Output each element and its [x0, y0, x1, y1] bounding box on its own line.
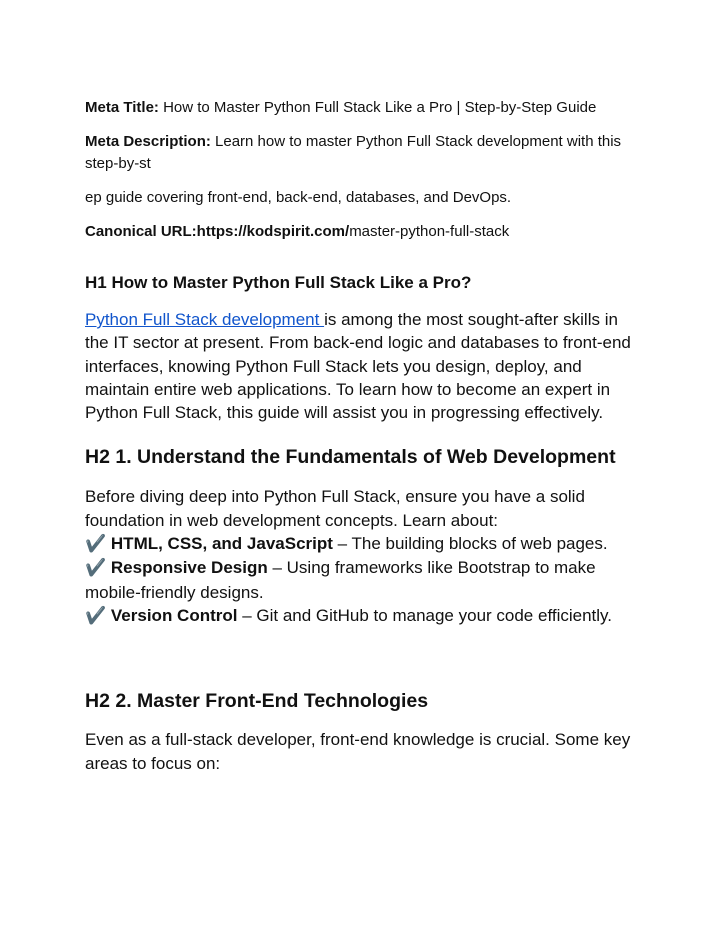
meta-title-value: How to Master Python Full Stack Like a Pro | Step-by-Step Guide	[158, 99, 597, 116]
checkmark-icon: ✔️	[85, 605, 107, 626]
meta-description-label: Meta Description:	[85, 133, 211, 150]
meta-title-label: Meta Title:	[85, 99, 159, 116]
section1-body	[85, 485, 645, 628]
python-full-stack-link[interactable]: Python Full Stack development	[85, 310, 325, 329]
intro-paragraph	[85, 308, 645, 424]
canonical-url-value: master-python-full-stack	[349, 223, 510, 240]
intro-text: is among the most sought-after skills in the IT sector at present. From back-end logic and databases to front-end interfaces, knowing Python Full Stack lets you design, deploy, and maintain entire web applications. To learn how to become an expert in Python Full Stack, this guide will assist you in progressing effectively.	[85, 310, 631, 423]
meta-title	[85, 97, 625, 119]
section2-intro: Even as a full-stack developer, front-end knowledge is crucial. Some key areas to focus on:	[85, 730, 631, 773]
section1-heading: H2 1. Understand the Fundamentals of Web Development	[85, 446, 616, 469]
canonical-url	[85, 221, 645, 243]
section1-item-text: – Git and GitHub to manage your code efficiently.	[237, 605, 613, 625]
checkmark-icon: ✔️	[85, 534, 107, 555]
meta-description	[85, 131, 625, 175]
section1-item-bold: Responsive Design	[110, 558, 268, 578]
section1-item-bold: HTML, CSS, and JavaScript	[110, 534, 333, 554]
meta-description-continuation: ep guide covering front-end, back-end, databases, and DevOps.	[85, 189, 512, 206]
document-page	[85, 97, 645, 775]
section1-intro: Before diving deep into Python Full Stack, ensure you have a solid foundation in web development concepts. Learn about:	[85, 487, 585, 530]
section1-item-bold: Version Control	[110, 605, 238, 625]
section1-item-text: – The building blocks of web pages.	[332, 534, 608, 554]
section1-item-text: – Using frameworks like Bootstrap to make mobile-friendly designs.	[85, 558, 596, 602]
canonical-url-label: Canonical URL:https://kodspirit.com/	[85, 223, 350, 240]
checkmark-icon: ✔️	[85, 558, 107, 579]
section2-heading: H2 2. Master Front-End Technologies	[85, 690, 429, 713]
meta-description-value: Learn how to master Python Full Stack development with this step-by-st	[85, 133, 622, 172]
h1-heading: H1 How to Master Python Full Stack Like a Pro?	[85, 273, 472, 292]
